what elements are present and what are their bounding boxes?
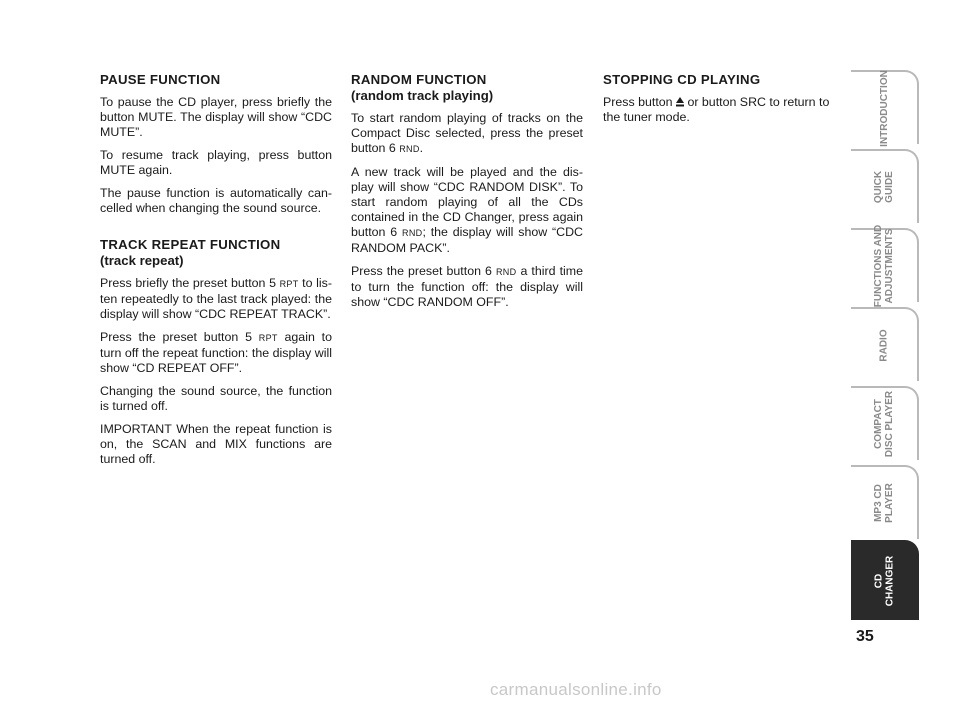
repeat-paragraph-2: Press the preset button 5 RPT again to turn off the repeat function: the display will show “CD REPEAT OFF”. [100,330,332,375]
column-2 [351,72,583,318]
tab-functions-and-adjustments[interactable]: FUNCTIONS AND ADJUSTMENTS [851,228,919,302]
column-3 [603,72,835,133]
random-function-subheading: (random track playing) [351,88,494,103]
tab-radio[interactable]: RADIO [851,307,919,381]
random-paragraph-1: To start random playing of tracks on the Compact Disc selected, press the preset button 6 RND. [351,111,583,155]
column-1 [100,72,332,475]
pause-paragraph-2: To resume track playing, press button MUTE again. [100,148,332,177]
stopping-paragraph: Press button or button SRC to return to the tuner mode. [603,95,830,124]
eject-icon [676,97,684,107]
page-number: 35 [856,628,874,645]
chapter-tabs [851,70,919,620]
repeat-paragraph-1: Press briefly the preset button 5 RPT to lis-ten repeatedly to the last track played: the display will show “CDC REPEAT TRACK”. [100,276,332,321]
track-repeat-subheading: (track repeat) [100,253,184,268]
stopping-cd-heading: STOPPING CD PLAYING [603,72,761,87]
random-paragraph-2: A new track will be played and the dis-play will show “CDC RANDOM DISK”. To start random playing of all the CDs contained in the CD Changer, press again button 6 RND; the display will show “CDC RANDOM PACK”. [351,165,583,255]
tab-compact-disc-player[interactable]: COMPACT DISC PLAYER [851,386,919,460]
random-function-heading: RANDOM FUNCTION [351,72,487,87]
tab-mp3-cd-player[interactable]: MP3 CD PLAYER [851,465,919,539]
tab-quick-guide[interactable]: QUICK GUIDE [851,149,919,223]
random-paragraph-3: Press the preset button 6 RND a third time to turn the function off: the display will show “CDC RANDOM OFF”. [351,264,583,309]
important-note: IMPORTANT When the repeat function is on, the SCAN and MIX functions are turned off. [100,422,332,466]
pause-function-heading: PAUSE FUNCTION [100,72,221,87]
pause-paragraph-1: To pause the CD player, press briefly the button MUTE. The display will show “CDC MUTE”. [100,95,332,139]
watermark: carmanualsonline.info [490,680,662,699]
track-repeat-heading: TRACK REPEAT FUNCTION [100,237,281,252]
pause-paragraph-3: The pause function is automatically can-celled when changing the sound source. [100,186,332,215]
repeat-paragraph-3: Changing the sound source, the function is turned off. [100,384,332,413]
tab-introduction[interactable]: INTRODUCTION [851,70,919,144]
tab-cd-changer[interactable]: CD CHANGER [851,540,919,620]
